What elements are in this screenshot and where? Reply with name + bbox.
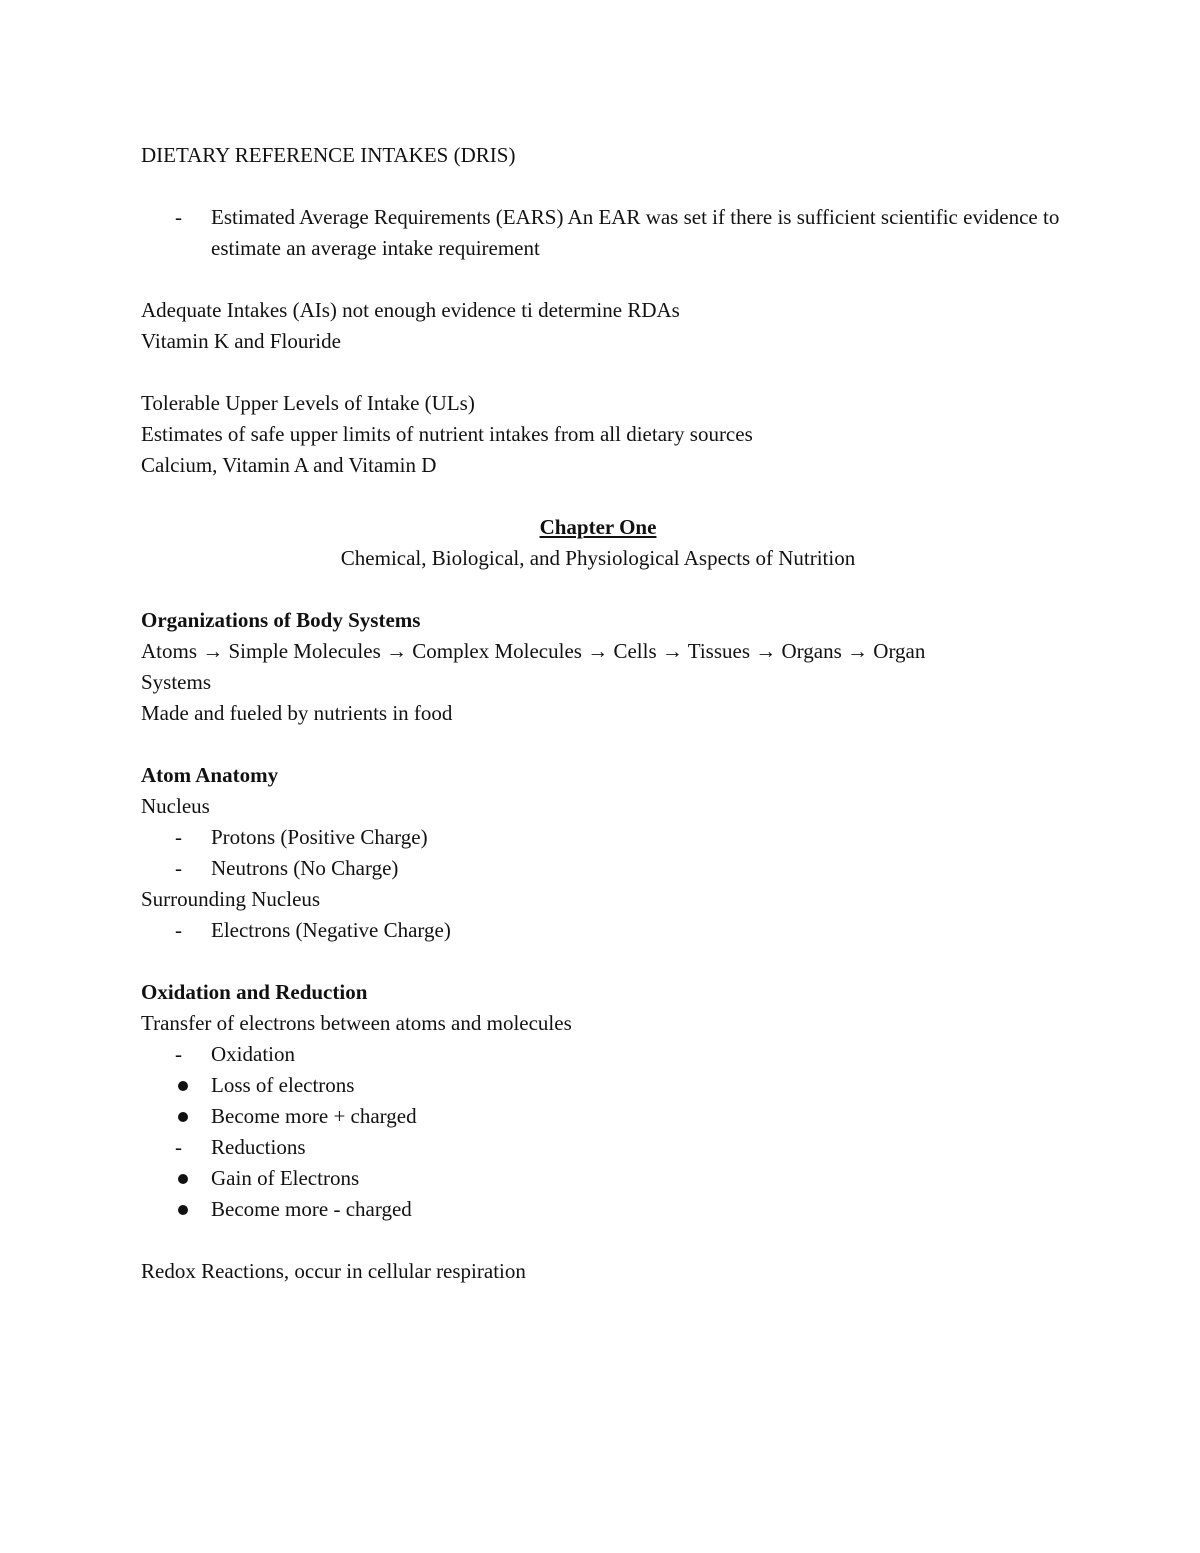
redox-intro: Transfer of electrons between atoms and molecules: [141, 1011, 572, 1035]
ul-line-1: Tolerable Upper Levels of Intake (ULs): [141, 391, 475, 415]
organizations-line-3: Made and fueled by nutrients in food: [141, 701, 453, 725]
list-item-text: Gain of Electrons: [211, 1166, 360, 1190]
redox-closing: Redox Reactions, occur in cellular respiration: [141, 1259, 526, 1283]
chapter-subtitle: Chemical, Biological, and Physiological Aspects of Nutrition: [340, 546, 856, 570]
chapter-title: Chapter One: [539, 515, 657, 539]
ai-line-1: Adequate Intakes (AIs) not enough evidence ti determine RDAs: [141, 298, 680, 322]
bullet-icon: [178, 1112, 188, 1122]
dash-marker: -: [175, 1135, 182, 1159]
spacer: [141, 264, 1061, 295]
dash-marker: -: [175, 856, 182, 880]
spacer: [141, 357, 1061, 388]
organizations-heading: Organizations of Body Systems: [141, 608, 421, 632]
spacer: [141, 171, 1061, 202]
list-item: [141, 1163, 1061, 1194]
list-item: [141, 1070, 1061, 1101]
bullet-icon: [178, 1081, 188, 1091]
surrounding-label: Surrounding Nucleus: [141, 887, 321, 911]
dash-marker: -: [175, 205, 182, 229]
spacer: [141, 946, 1061, 977]
ear-list-item: [141, 202, 1061, 264]
list-item-text: Loss of electrons: [211, 1073, 355, 1097]
list-item: [141, 1194, 1061, 1225]
list-item-text: Become more + charged: [211, 1104, 417, 1128]
dri-title: DIETARY REFERENCE INTAKES (DRIS): [141, 143, 516, 167]
list-item-text: Become more - charged: [211, 1197, 412, 1221]
list-item: [141, 822, 1061, 853]
list-item: [141, 1132, 1061, 1163]
list-item-text: Protons (Positive Charge): [211, 825, 428, 849]
organizations-line-2: Systems: [141, 670, 212, 694]
spacer: [141, 481, 1061, 512]
dash-marker: -: [175, 918, 182, 942]
document-page: [141, 140, 1061, 1287]
ai-line-2: Vitamin K and Flouride: [141, 329, 341, 353]
spacer: [141, 574, 1061, 605]
list-item-text: Neutrons (No Charge): [211, 856, 399, 880]
list-item-text: Electrons (Negative Charge): [211, 918, 451, 942]
dash-marker: -: [175, 825, 182, 849]
list-item-text: Oxidation: [211, 1042, 295, 1066]
list-item: [141, 915, 1061, 946]
nucleus-label: Nucleus: [141, 794, 210, 818]
ear-item-text: Estimated Average Requirements (EARS) An EAR was set if there is sufficient scientific evidence to estimate an average intake requirement: [211, 205, 1060, 260]
spacer: [141, 729, 1061, 760]
list-item-text: Reductions: [211, 1135, 306, 1159]
bullet-icon: [178, 1174, 188, 1184]
list-item: [141, 1101, 1061, 1132]
ul-line-2: Estimates of safe upper limits of nutrient intakes from all dietary sources: [141, 422, 753, 446]
dash-marker: -: [175, 1042, 182, 1066]
list-item: [141, 1039, 1061, 1070]
bullet-icon: [178, 1205, 188, 1215]
list-item: [141, 853, 1061, 884]
ul-line-3: Calcium, Vitamin A and Vitamin D: [141, 453, 437, 477]
atom-anatomy-heading: Atom Anatomy: [141, 763, 279, 787]
redox-heading: Oxidation and Reduction: [141, 980, 368, 1004]
spacer: [141, 1225, 1061, 1256]
organizations-line-1: Atoms → Simple Molecules → Complex Molecules → Cells → Tissues → Organs → Organ: [141, 639, 926, 663]
redox-list: [141, 1039, 1061, 1225]
